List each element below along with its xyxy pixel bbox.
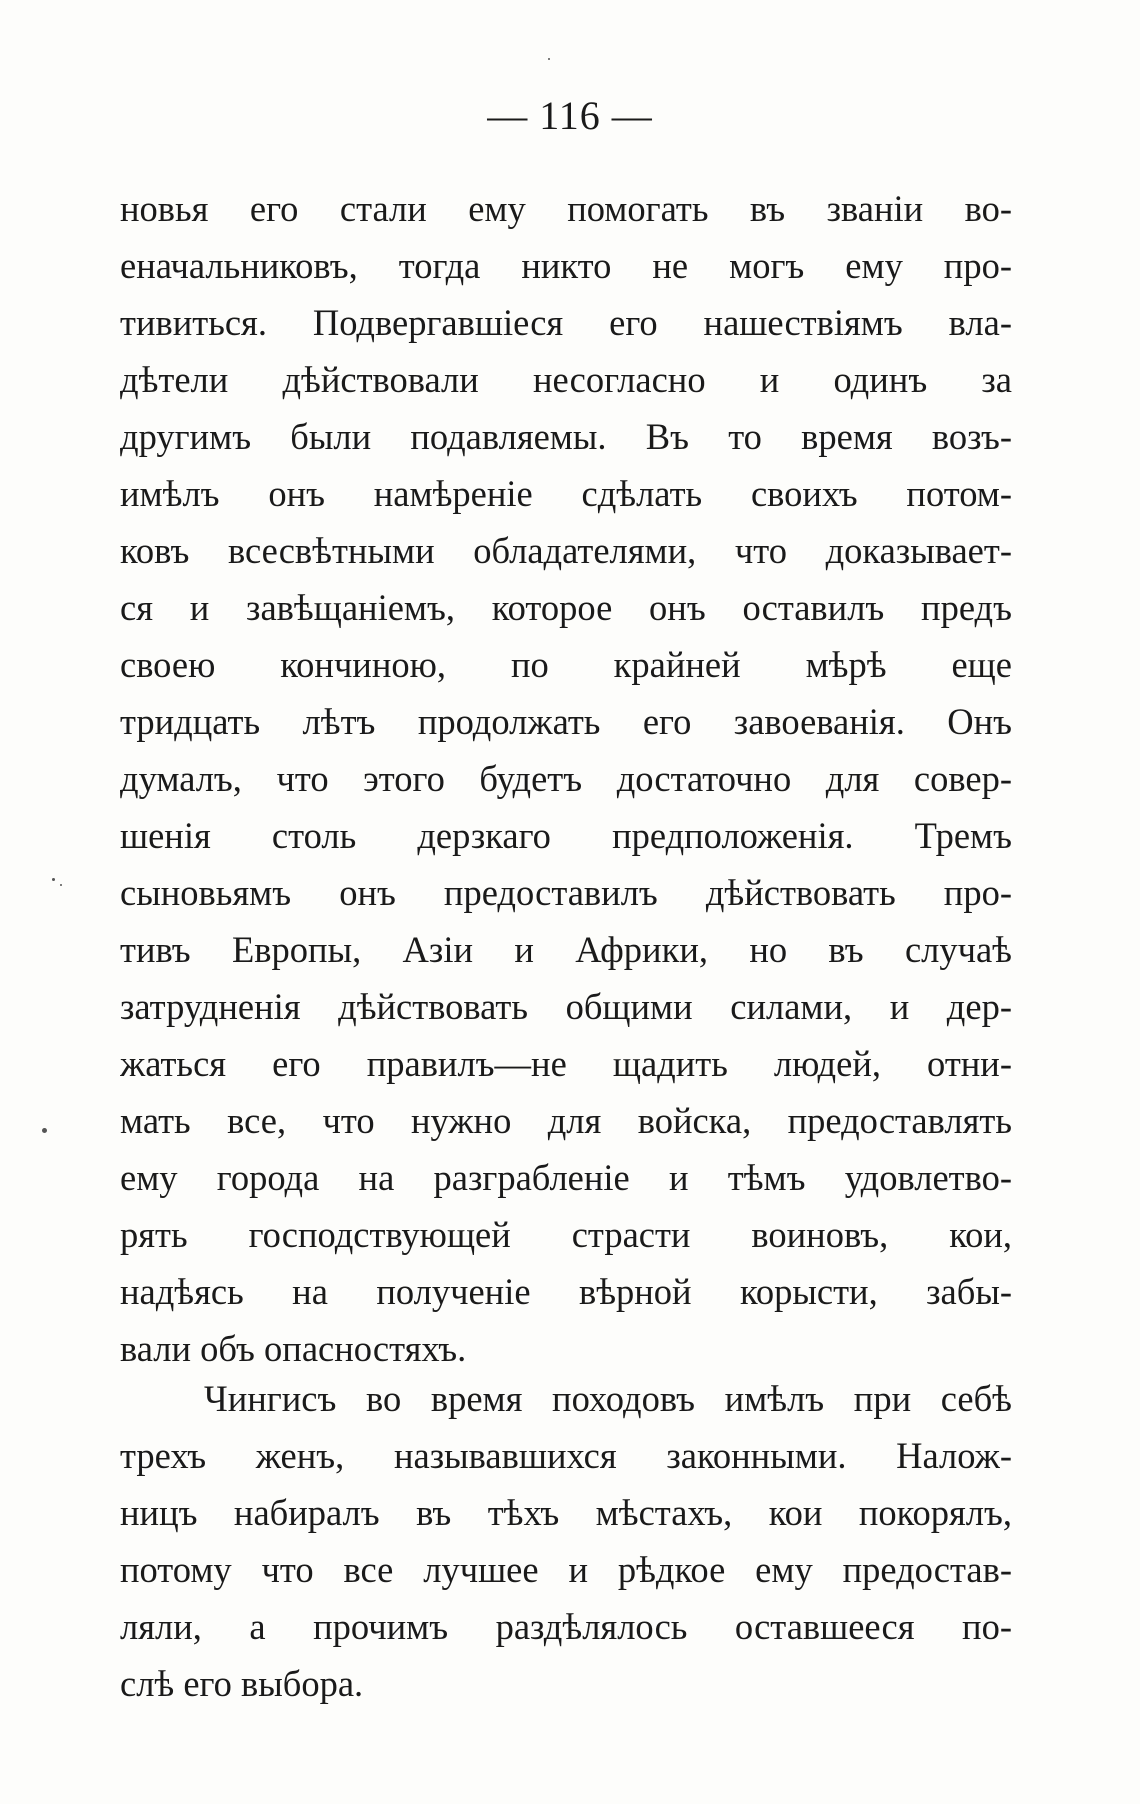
text-line: имѣлъ онъ намѣреніе сдѣлать своихъ потом- xyxy=(120,473,1012,514)
text-line: вали объ опасностяхъ. xyxy=(120,1328,467,1369)
text-line: трехъ женъ, называвшихся законными. Налож- xyxy=(120,1435,1012,1476)
text-line: мать все, что нужно для войска, предоставлять xyxy=(120,1100,1012,1141)
text-line: Чингисъ во время походовъ имѣлъ при себѣ xyxy=(204,1378,1012,1419)
text-line: тивиться. Подвергавшіеся его нашествіямъ вла- xyxy=(120,302,1012,343)
text-line: ницъ набиралъ въ тѣхъ мѣстахъ, кои покорялъ, xyxy=(120,1492,1012,1533)
text-line: рять господствующей страсти воиновъ, кои, xyxy=(120,1214,1012,1255)
page-number: — 116 — xyxy=(487,93,653,138)
text-line: шенія столь дерзкаго предположенія. Тремъ xyxy=(120,815,1012,856)
text-line: потому что все лучшее и рѣдкое ему предостав- xyxy=(120,1549,1012,1590)
text-line: надѣясь на полученіе вѣрной корысти, забы- xyxy=(120,1271,1012,1312)
text-line: своею кончиною, по крайней мѣрѣ еще xyxy=(120,644,1012,685)
text-line: тридцать лѣтъ продолжать его завоеванія. Онъ xyxy=(120,701,1012,742)
text-line: затрудненія дѣйствовать общими силами, и дер- xyxy=(120,986,1012,1027)
text-line: сыновьямъ онъ предоставилъ дѣйствовать про- xyxy=(120,872,1012,913)
ink-speck xyxy=(42,1128,47,1133)
text-line: тивъ Европы, Азіи и Африки, но въ случаѣ xyxy=(120,929,1012,970)
text-line: еначальниковъ, тогда никто не могъ ему про- xyxy=(120,245,1012,286)
ink-speck xyxy=(52,878,55,881)
paragraph-2 xyxy=(120,1370,1012,1712)
text-line: новья его стали ему помогать въ званіи во- xyxy=(120,188,1012,229)
text-line: ся и завѣщаніемъ, которое онъ оставилъ предъ xyxy=(120,587,1012,628)
ink-speck xyxy=(548,58,550,60)
text-line: слѣ его выбора. xyxy=(120,1663,364,1704)
text-line: дѣтели дѣйствовали несогласно и одинъ за xyxy=(120,359,1012,400)
text-line: ему города на разграбленіе и тѣмъ удовлетво- xyxy=(120,1157,1012,1198)
text-line: ляли, а прочимъ раздѣлялось оставшееся по- xyxy=(120,1606,1012,1647)
ink-speck xyxy=(60,884,62,886)
text-line: ковъ всесвѣтными обладателями, что доказывает- xyxy=(120,530,1012,571)
text-line: жаться его правилъ—не щадить людей, отни- xyxy=(120,1043,1012,1084)
text-line: думалъ, что этого будетъ достаточно для совер- xyxy=(120,758,1012,799)
paragraph-1 xyxy=(120,180,1012,1377)
text-line: другимъ были подавляемы. Въ то время возъ- xyxy=(120,416,1012,457)
